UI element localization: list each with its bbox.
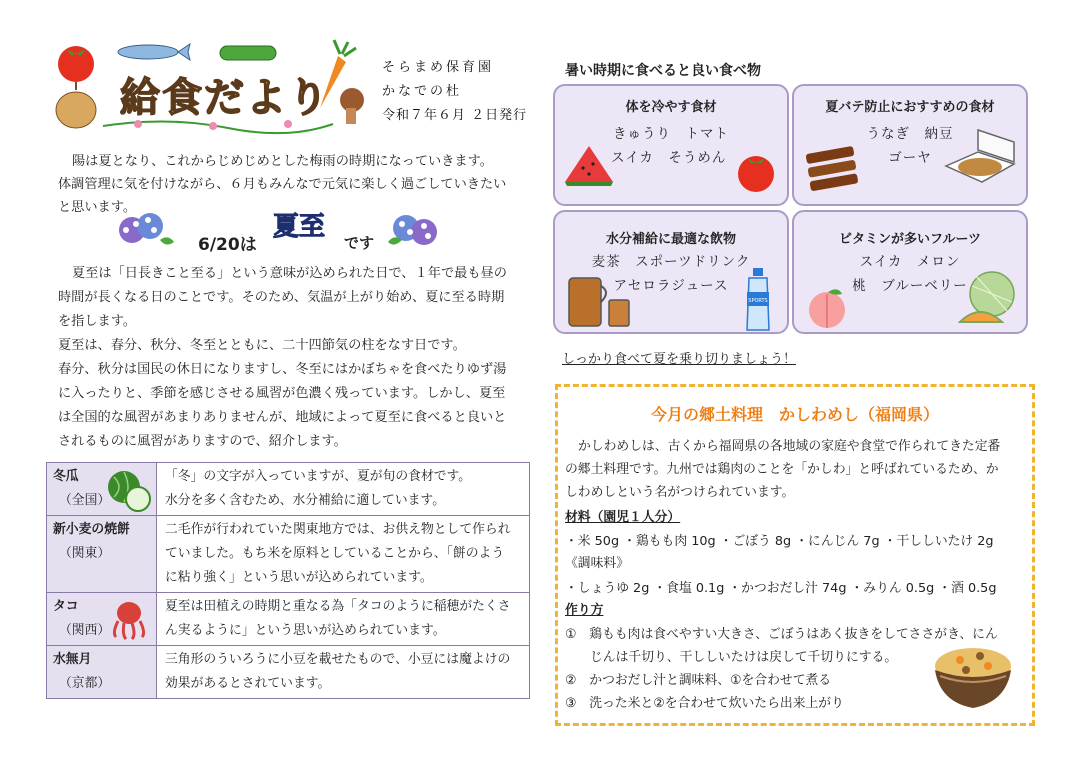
- hydrangea-icon: [112, 208, 182, 252]
- fish-icon: [118, 44, 190, 60]
- solstice-line: 時間が長くなる日のことです。そのため、気温が上がり始め、夏に至る時期: [58, 290, 505, 305]
- food-region: （関西）: [59, 623, 111, 638]
- card-line: ゴーヤ: [888, 150, 932, 166]
- food-name: 新小麦の焼餅: [53, 522, 130, 537]
- recipe-step: ① 鶏もも肉は食べやすい大きさ、ごぼうはあく抜きをしてささがき、にん: [565, 627, 998, 642]
- bottle-label: SPORTS: [748, 298, 768, 304]
- onion-icon: [56, 82, 96, 128]
- recipe-step: ③ 洗った米と②を合わせて炊いたら出来上がり: [565, 696, 844, 711]
- food-desc-line: 三角形のういろうに小豆を載せたもので、小豆には魔よけの: [165, 652, 511, 667]
- food-name-cell: [47, 646, 157, 699]
- food-card-drinks: [553, 210, 789, 334]
- solstice-date: 6/20は: [198, 235, 257, 255]
- melon-icon: [958, 266, 1018, 332]
- seasoning-list: ・しょうゆ 2g ・食塩 0.1g ・かつおだし汁 74g ・みりん 0.5g ・酒 0.5g: [565, 581, 997, 596]
- card-line: スイカ メロン: [859, 254, 961, 270]
- cucumber-icon: [220, 46, 276, 60]
- branch-name: かなでの杜: [382, 84, 463, 99]
- peach-icon: [804, 284, 850, 330]
- table-row: [47, 516, 530, 593]
- card-line: スイカ そうめん: [611, 150, 727, 166]
- food-region: （京都）: [59, 676, 111, 691]
- food-region: （関東）: [59, 546, 111, 561]
- recipe-intro-line: かしわめしは、古くから福岡県の各地域の家庭や食堂で作られてきた定番: [578, 439, 1001, 454]
- recipe-step: ② かつおだし汁と調味料、①を合わせて煮る: [565, 673, 832, 688]
- food-card-stamina: [792, 84, 1028, 206]
- regional-food-table: [46, 462, 530, 699]
- food-name: 水無月: [53, 652, 92, 667]
- card-line: アセロラジュース: [613, 278, 729, 294]
- tomato-icon: [58, 46, 94, 82]
- octopus-icon: [108, 599, 150, 641]
- table-row: [47, 593, 530, 646]
- solstice-line: は全国的な風習があまりありませんが、地域によって夏至に食べると良いと: [58, 410, 507, 425]
- food-card-cooling: [553, 84, 789, 206]
- ingredients-label: 材料（園児１人分）: [565, 510, 681, 525]
- solstice-line: に入ったりと、季節を感じさせる風習が色濃く残っています。しかし、夏至: [58, 386, 506, 401]
- food-desc-line: 水分を多く含むため、水分補給に適しています。: [165, 493, 445, 508]
- card-title: ビタミンが多いフルーツ: [839, 232, 981, 247]
- food-name-cell: [47, 593, 157, 646]
- recipe-intro-line: しわめしという名がつけられています。: [565, 485, 795, 500]
- method-label: 作り方: [565, 603, 604, 618]
- recipe-step: じんは千切り、干ししいたけは戻して千切りにする。: [590, 650, 898, 665]
- food-desc-line: ていました。もち米を原料としていることから、「餅のよう: [165, 546, 505, 561]
- seasoning-label: 《調味料》: [565, 556, 629, 571]
- food-name-cell: [47, 516, 157, 593]
- solstice-line: 春分、秋分は国民の休日になりますし、冬至にはかぼちゃを食べたりゆず湯: [58, 362, 507, 377]
- eat-well-message: しっかり食べて夏を乗り切りましょう！: [562, 352, 797, 367]
- hydrangea-icon: [384, 208, 454, 252]
- solstice-line: されるものに風習がありますので、紹介します。: [58, 434, 347, 449]
- food-desc-line: 「冬」の文字が入っていますが、夏が旬の食材です。: [165, 469, 472, 484]
- recipe-intro-line: の郷土料理です。九州では鶏肉のことを「かしわ」と呼ばれているため、か: [565, 462, 999, 477]
- solstice-line: を指します。: [58, 314, 137, 329]
- card-line: 麦茶 スポーツドリンク: [591, 254, 751, 270]
- card-title: 体を冷やす食材: [625, 100, 717, 115]
- intro-line: と思います。: [58, 200, 137, 215]
- table-row: [47, 463, 530, 516]
- food-desc-cell: [157, 463, 530, 516]
- food-desc-cell: [157, 646, 530, 699]
- table-row: [47, 646, 530, 699]
- ingredients-list: ・米 50g ・鶏もも肉 10g ・ごぼう 8g ・にんじん 7g ・干ししいたけ 2g: [565, 534, 994, 549]
- recipe-title: 今月の郷土料理 かしわめし（福岡県）: [650, 405, 939, 424]
- card-title: 水分補給に最適な飲物: [605, 232, 736, 247]
- watermelon-icon: [561, 142, 617, 190]
- card-line: 桃 ブルーベリー: [852, 278, 968, 294]
- solstice-kanji: 夏至: [273, 212, 326, 242]
- food-desc-line: 効果があるとされています。: [165, 676, 331, 691]
- barley-tea-icon: [565, 270, 633, 330]
- food-card-fruits: [792, 210, 1028, 334]
- food-desc-line: 二毛作が行われていた関東地方では、お供え物として作られ: [165, 522, 511, 537]
- hot-foods-title: 暑い時期に食べると良い食べ物: [565, 63, 761, 79]
- rice-bowl-icon: [930, 640, 1016, 714]
- intro-line: 陽は夏となり、これからじめじめとした梅雨の時期になっていきます。: [72, 154, 493, 169]
- sports-drink-icon: [743, 266, 773, 332]
- grilled-eel-icon: [802, 142, 862, 194]
- intro-line: 体調管理に気を付けながら、６月もみんなで元気に楽しく過ごしていきたい: [58, 177, 507, 192]
- school-name: そらまめ保育園: [382, 60, 495, 75]
- food-desc-line: ん実るように」という思いが込められています。: [165, 623, 446, 638]
- solstice-line: 夏至は「日長きこと至る」という意味が込められた日で、１年で最も昼の: [72, 266, 507, 281]
- solstice-suffix: です: [344, 234, 375, 252]
- food-name-cell: [47, 463, 157, 516]
- card-line: うなぎ 納豆: [866, 126, 954, 142]
- food-name: タコ: [53, 599, 79, 614]
- food-desc-cell: [157, 593, 530, 646]
- food-desc-cell: [157, 516, 530, 593]
- mushroom-icon: [340, 88, 364, 124]
- issue-date: 令和７年６月 ２日発行: [382, 108, 528, 123]
- food-desc-line: 夏至は田植えの時期と重なる為「タコのように稲穂がたくさ: [165, 599, 511, 614]
- food-desc-line: に粘り強く」という思いが込められています。: [165, 570, 433, 585]
- food-region: （全国）: [59, 493, 111, 508]
- solstice-line: 夏至は、春分、秋分、冬至とともに、二十四節気の柱をなす日です。: [58, 338, 466, 353]
- winter-melon-icon: [104, 467, 152, 513]
- card-title: 夏バテ防止におすすめの食材: [825, 100, 995, 115]
- natto-icon: [938, 126, 1018, 198]
- food-name: 冬瓜: [53, 469, 79, 484]
- tomato-icon: [733, 148, 779, 194]
- newsletter-title: 給食だより: [120, 75, 330, 121]
- card-line: きゅうり トマト: [613, 126, 729, 142]
